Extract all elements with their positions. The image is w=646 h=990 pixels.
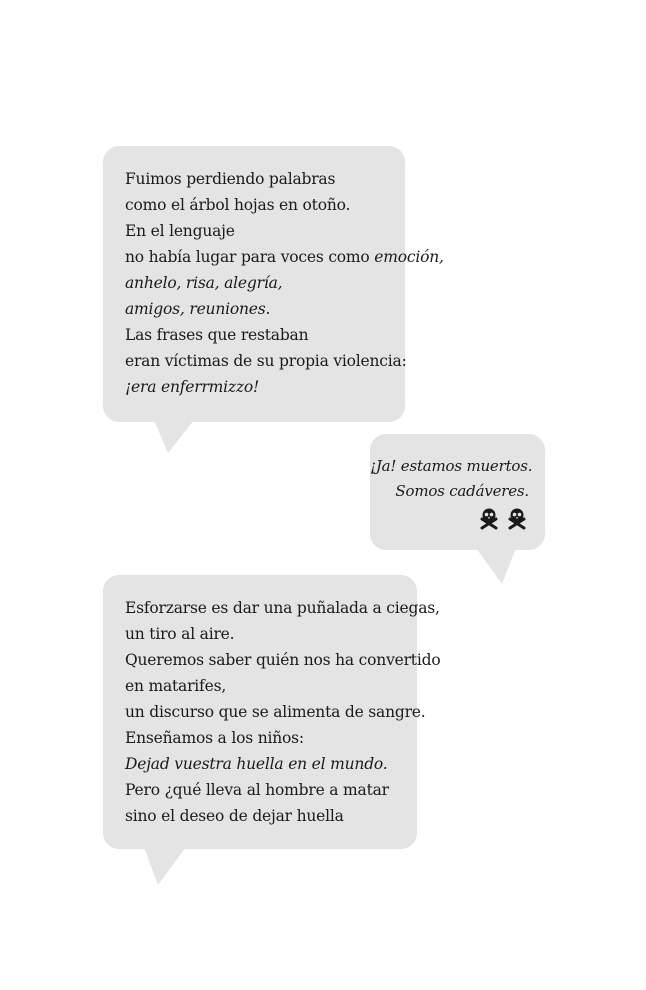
speech-bubble-tail — [144, 847, 186, 885]
poem-line: un tiro al aire. — [125, 625, 235, 643]
poem-line: Fuimos perdiendo palabras — [125, 170, 336, 188]
poem-line — [125, 244, 444, 270]
skull-crossbones-icon — [507, 508, 527, 534]
poem-line: sino el deseo de dejar huella — [125, 807, 344, 825]
poem-line: como el árbol hojas en otoño. — [125, 196, 351, 214]
poem-line: ¡era enferrmizzo! — [125, 378, 260, 396]
poem-line: amigos, reuniones. — [125, 300, 271, 318]
poem-line: eran víctimas de su propia violencia: — [125, 352, 407, 370]
speech-bubble-middle — [370, 434, 545, 550]
poem-line: un discurso que se alimenta de sangre. — [125, 703, 426, 721]
poem-line: Esforzarse es dar una puñalada a ciegas, — [125, 599, 440, 617]
poem-line: anhelo, risa, alegría, — [125, 274, 283, 292]
poem-line: Las frases que restaban — [125, 326, 309, 344]
poem-line: Dejad vuestra huella en el mundo. — [125, 755, 388, 773]
poem-line: en matarifes, — [125, 677, 227, 695]
speech-bubble-top — [103, 146, 444, 422]
poem-line: Somos cadáveres. — [395, 482, 529, 500]
poem-line: En el lenguaje — [125, 222, 235, 240]
speech-bubble-tail — [476, 548, 516, 584]
skull-icons — [370, 508, 529, 534]
poem-line: ¡Ja! estamos muertos. — [370, 457, 533, 475]
poem-line: Enseñamos a los niños: — [125, 729, 304, 747]
poem-line-part: no había lugar para voces como — [125, 248, 375, 266]
poem-line: Queremos saber quién nos ha convertido — [125, 651, 441, 669]
poem-line-italic-part: emoción, — [374, 248, 444, 266]
skull-crossbones-icon — [479, 508, 499, 534]
speech-bubble-bottom — [103, 575, 441, 849]
poem-line: Pero ¿qué lleva al hombre a matar — [125, 781, 389, 799]
speech-bubble-tail — [154, 420, 194, 453]
